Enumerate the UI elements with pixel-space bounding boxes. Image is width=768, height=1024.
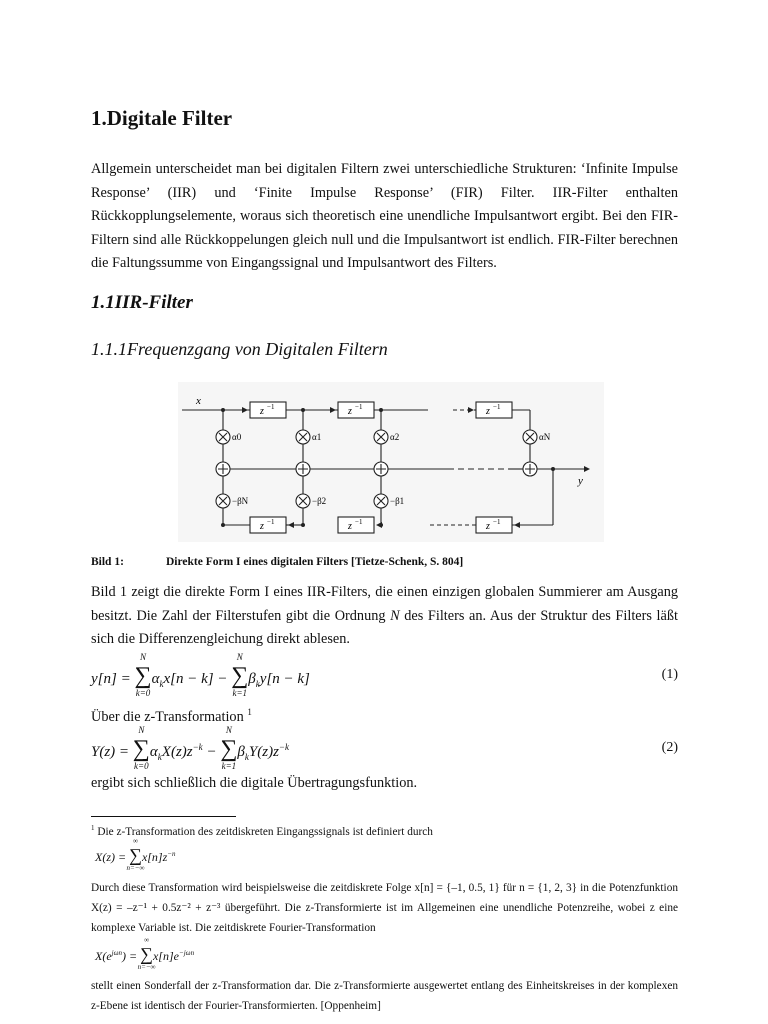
delay-exp: −1 xyxy=(493,403,501,411)
fn-eq-b-rest: x[n]e xyxy=(152,949,179,963)
eq2-lhs: Y(z) = xyxy=(91,744,133,760)
eq1-term1-rest: x[n − k] − xyxy=(163,671,232,687)
delay-label: z xyxy=(486,406,490,417)
alpha-label-2: α2 xyxy=(390,432,400,442)
beta-label-1: −β1 xyxy=(390,496,405,506)
equation-2 xyxy=(91,725,678,771)
eq2-alpha: α xyxy=(149,744,158,760)
para2-text-a: Bild 1 zeigt die direkte Form I eines IIR-Filters, die einen einzigen globalen Summierer am Ausgang besitzt. Die Zahl der Filterstufen gibt die Ordnung xyxy=(91,584,678,624)
eq2-term2-rest: Y(z)z xyxy=(248,744,279,760)
fn-eq-a-upper: ∞ xyxy=(133,837,139,845)
delay-exp: −1 xyxy=(355,518,363,526)
footnote-line-2: Durch diese Transformation wird beispielsweise die zeitdiskrete Folge x[n] = {–1, 0.5, 1} für n = {1, 2, 3} in die Potenzfunktion X(z) = –z⁻¹ + 0.5z⁻² + z⁻³ übergeführt. Die z-Transformierte ist im Allgemeinen eine unendliche Potenzreihe, wobei z eine komplexe Variable ist. Die zeitdiskrete Fourier-Transformation xyxy=(91,882,678,934)
heading-frequenzgang: 1.1.1Frequenzgang von Digitalen Filtern xyxy=(91,339,388,359)
alpha-label-n: αN xyxy=(539,432,551,442)
figure-caption xyxy=(91,556,464,568)
footnote-ref[interactable]: 1 xyxy=(247,707,252,717)
footnote-line-1 xyxy=(91,818,678,842)
eq2-number: (2) xyxy=(661,740,678,755)
eq2-beta: β xyxy=(237,744,245,760)
eq2-sum-2: ∑ N k=1 xyxy=(220,725,238,771)
fn-eq-b-lhs: X(e xyxy=(95,949,112,963)
eq2-alpha-sub: k xyxy=(157,752,162,762)
eq2-term1-exp: −k xyxy=(192,742,203,752)
footnote-equation-b xyxy=(95,936,195,971)
para2-text-b: des Filters an. Aus der Struktur des Filters läßt sich die Differenzengleichung direkt ablesen. xyxy=(91,607,678,648)
footnote-equation-a xyxy=(95,837,176,872)
fn-eq-b-lower: n=−∞ xyxy=(137,963,156,971)
eq1-sum-2: ∑ N k=1 xyxy=(231,652,249,698)
eq1-term2-rest: y[n − k] xyxy=(259,671,310,687)
eq1-number: (1) xyxy=(661,667,678,682)
eq2-sum1-lower: k=0 xyxy=(134,761,149,771)
delay-label: z xyxy=(260,521,264,532)
result-line: ergibt sich schließlich die digitale Übertragungsfunktion. xyxy=(91,775,418,791)
fn-eq-b-sum: ∑ ∞ n=−∞ xyxy=(137,936,156,971)
eq1-sum1-upper: N xyxy=(140,652,147,662)
fn-eq-a-lhs: X(z) = xyxy=(95,850,130,864)
alpha-label-1: α1 xyxy=(312,432,322,442)
eq1-sum2-lower: k=1 xyxy=(232,688,248,698)
delay-label: z xyxy=(486,521,490,532)
fn-eq-b-upper: ∞ xyxy=(144,936,150,944)
eq1-alpha-sub: k xyxy=(159,679,164,689)
fn-eq-b-eq: ) = xyxy=(122,949,141,963)
eq1-lhs: y[n] = xyxy=(91,671,135,687)
eq2-term1-rest: X(z)z xyxy=(161,744,193,760)
alpha-label-0: α0 xyxy=(232,432,242,442)
footnote-separator xyxy=(91,816,236,817)
para2-order-symbol: N xyxy=(390,607,400,624)
delay-exp: −1 xyxy=(493,518,501,526)
equation-1 xyxy=(91,652,678,698)
eq1-beta-sub: k xyxy=(255,679,260,689)
heading-digitale-filter: 1.Digitale Filter xyxy=(91,106,233,130)
eq2-sum2-lower: k=1 xyxy=(221,761,237,771)
eq1-alpha: α xyxy=(151,671,160,687)
ztransform-line xyxy=(91,701,678,729)
heading-iir-filter: 1.1IIR-Filter xyxy=(91,292,193,313)
eq2-term2-exp: −k xyxy=(278,742,289,752)
caption-text: Direkte Form I eines digitalen Filters [Tietze-Schenk, S. 804] xyxy=(166,556,464,568)
fn-eq-b-exp: −jωn xyxy=(178,949,195,957)
eq1-sum-1: ∑ N k=0 xyxy=(134,652,152,698)
footnote-number: 1 xyxy=(91,824,95,832)
eq2-beta-sub: k xyxy=(244,752,249,762)
delay-label: z xyxy=(348,521,352,532)
figure-input-label: x xyxy=(196,395,201,407)
beta-label-n: −βN xyxy=(232,496,249,506)
footnote-line-3: stellt einen Sonderfall der z-Transformation dar. Die z-Transformierte ausgewertet entlang des Einheitskreises in der komplexen z-Ebene ist identisch der Fourier-Transformierten. [Oppenheim] xyxy=(91,980,678,1012)
fn-eq-a-exp: −n xyxy=(167,850,176,858)
eq1-sum2-upper: N xyxy=(236,652,243,662)
fn-eq-a-sum: ∑ ∞ n=−∞ xyxy=(126,837,145,872)
delay-label: z xyxy=(348,406,352,417)
fn-eq-b-lhs-exp: jωn xyxy=(111,949,123,957)
delay-exp: −1 xyxy=(355,403,363,411)
delay-exp: −1 xyxy=(267,518,275,526)
beta-label-2: −β2 xyxy=(312,496,327,506)
eq2-minus: − xyxy=(202,744,221,760)
fn-eq-a-rest: x[n]z xyxy=(141,850,168,864)
delay-label: z xyxy=(260,406,264,417)
fn-eq-a-lower: n=−∞ xyxy=(126,864,145,872)
paragraph-direct-form xyxy=(91,581,678,652)
block-diagram-figure xyxy=(178,382,604,542)
caption-label: Bild 1: xyxy=(91,556,124,568)
delay-exp: −1 xyxy=(267,403,275,411)
eq2-sum-1: ∑ N k=0 xyxy=(132,725,150,771)
eq1-sum1-lower: k=0 xyxy=(135,688,151,698)
footnote-text-1: Die z-Transformation des zeitdiskreten Eingangssignals ist definiert durch xyxy=(94,825,433,838)
ztransform-text: Über die z-Transformation xyxy=(91,708,248,725)
figure-output-label: y xyxy=(578,475,583,487)
eq1-beta: β xyxy=(248,671,256,687)
eq2-sum2-upper: N xyxy=(225,725,232,735)
eq2-sum1-upper: N xyxy=(138,725,145,735)
intro-paragraph: Allgemein unterscheidet man bei digitalen Filtern zwei unterschiedliche Strukturen: ‘Infinite Impulse Response’ (IIR) und ‘Finite Impulse Response’ (FIR) Filter. IIR-Filter enthalten Rückkopplungselemente, woraus sich theoretisch eine unendliche Impulsantwort ergibt. Bei den FIR-Filtern sind alle Rückkoppelungen gleich null und die Impulsantwort ist endlich. FIR-Filter berechnen die Faltungssumme von Eingangssignal und Impulsantwort des Filters. xyxy=(91,161,678,272)
